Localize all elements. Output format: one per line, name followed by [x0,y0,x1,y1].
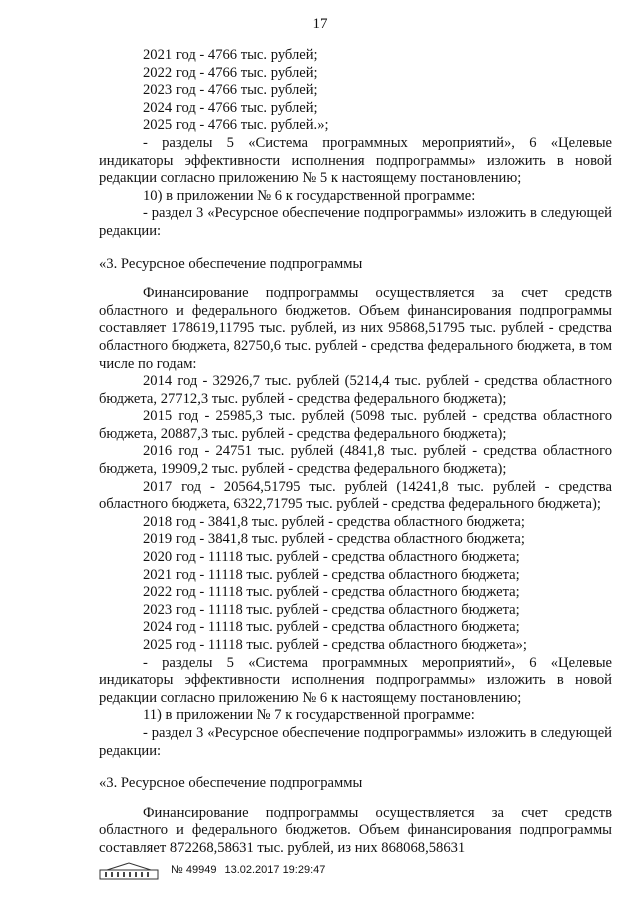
document-number: № 49949 [171,864,217,876]
registry-stamp-icon [99,860,159,880]
paragraph: 2025 год - 11118 тыс. рублей - средства областного бюджета»; [143,637,527,653]
paragraph: 2023 год - 4766 тыс. рублей; [143,82,318,99]
document-body [99,47,612,858]
timestamp: 13.02.2017 19:29:47 [224,864,326,876]
paragraph: 2022 год - 11118 тыс. рублей - средства областного бюджета; [143,584,520,601]
paragraph: 2015 год - 25985,3 тыс. рублей (5098 тыс. рублей - средства областного бюджета, 20887,3 тыс. рублей - средства федерального бюджета); [99,408,612,442]
paragraph: 2023 год - 11118 тыс. рублей - средства областного бюджета; [143,601,520,618]
paragraph: 2020 год - 11118 тыс. рублей - средства областного бюджета; [143,549,520,566]
paragraph: 2024 год - 11118 тыс. рублей - средства областного бюджета; [143,619,520,636]
paragraph: Финансирование подпрограммы осуществляется за счет средств областного и федерального бюджетов. Объем финансирования подпрограммы составляет 178619,11795 тыс. рублей, из них 95868,51795 тыс. рублей - средства областного бюджета, 82750,6 тыс. рублей - средства федерального бюджета, в том числе по годам: [99,285,612,372]
paragraph: 2017 год - 20564,51795 тыс. рублей (14241,8 тыс. рублей - средства областного бюджета, 6322,71795 тыс. рублей - средства федерального бюджета); [99,478,612,513]
paragraph: 10) в приложении № 6 к государственной программе: [143,187,476,204]
paragraph: 2021 год - 4766 тыс. рублей; [143,47,318,63]
paragraph: 2018 год - 3841,8 тыс. рублей - средства областного бюджета; [143,513,525,530]
paragraph: 2016 год - 24751 тыс. рублей (4841,8 тыс. рублей - средства областного бюджета, 19909,2 тыс. рублей - средства федерального бюджета); [99,443,612,478]
footer [99,859,325,881]
paragraph: 2024 год - 4766 тыс. рублей; [143,99,318,116]
paragraph: 2019 год - 3841,8 тыс. рублей - средства областного бюджета; [143,531,525,548]
paragraph: - раздел 3 «Ресурсное обеспечение подпрограммы» изложить в следующей редакции: [99,205,612,239]
paragraph: - разделы 5 «Система программных мероприятий», 6 «Целевые индикаторы эффективности исполнения подпрограммы» изложить в новой редакции согласно приложению № 5 к настоящему постановлению; [99,134,612,187]
paragraph: 2021 год - 11118 тыс. рублей - средства областного бюджета; [143,566,520,583]
paragraph: Финансирование подпрограммы осуществляется за счет средств областного и федерального бюджетов. Объем финансирования подпрограммы составляет 872268,58631 тыс. рублей, из них 868068,58631 [99,804,612,856]
paragraph: - раздел 3 «Ресурсное обеспечение подпрограммы» изложить в следующей редакции: [99,724,612,759]
paragraph: 11) в приложении № 7 к государственной программе: [143,707,475,724]
paragraph: 2014 год - 32926,7 тыс. рублей (5214,4 тыс. рублей - средства областного бюджета, 27712,3 тыс. рублей - средства федерального бюджета); [99,373,612,407]
section-heading: «3. Ресурсное обеспечение подпрограммы [99,775,363,792]
paragraph: - разделы 5 «Система программных мероприятий», 6 «Целевые индикаторы эффективности исполнения подпрограммы» изложить в новой редакции согласно приложению № 6 к настоящему постановлению; [99,654,612,706]
paragraph: 2022 год - 4766 тыс. рублей; [143,64,318,81]
section-heading: «3. Ресурсное обеспечение подпрограммы [99,255,363,272]
page-number: 17 [312,16,328,32]
paragraph: 2025 год - 4766 тыс. рублей.»; [143,117,329,134]
